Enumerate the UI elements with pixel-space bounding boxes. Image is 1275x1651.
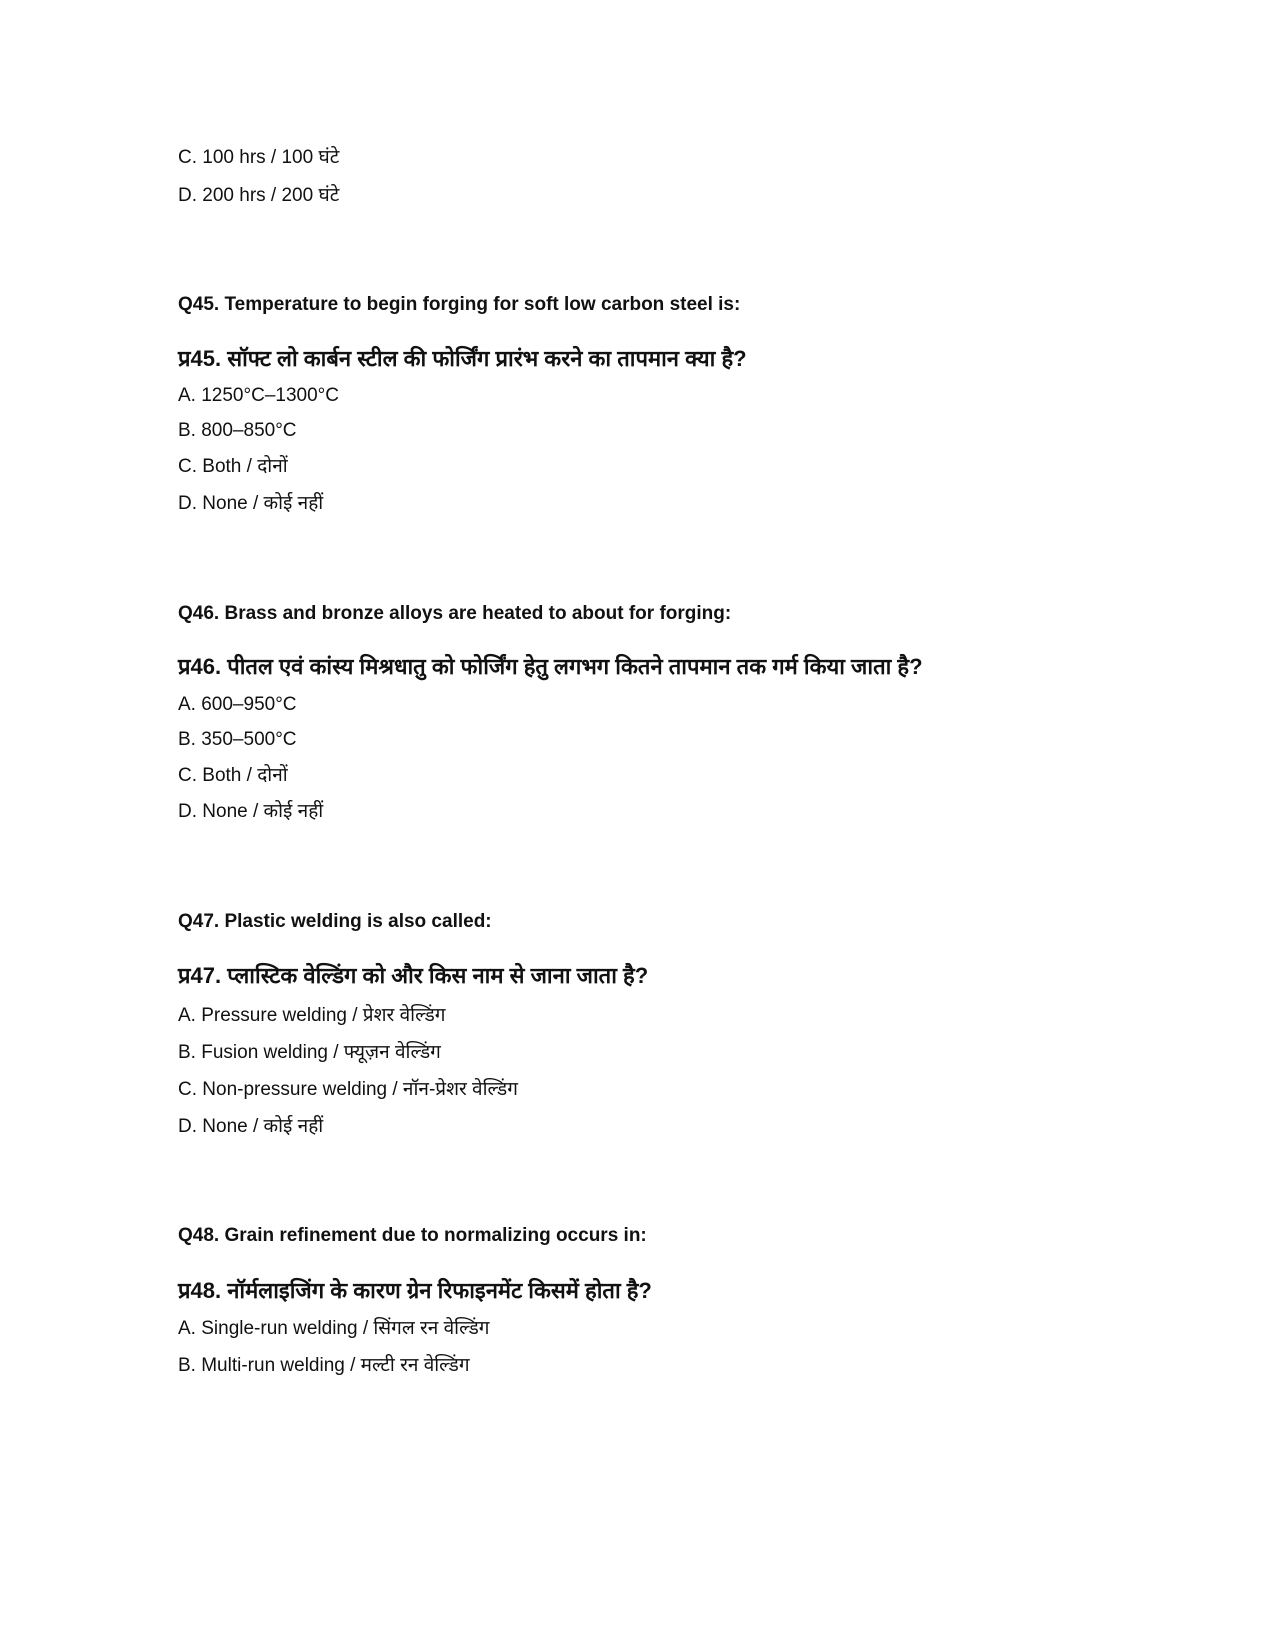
option-b: B. 800–850°C [178,420,297,441]
question-hindi: प्र48. नॉर्मलाइजिंग के कारण ग्रेन रिफाइनमेंट किसमें होता है? [178,1278,652,1303]
option-c: C. 100 hrs / 100 घंटे [178,147,340,168]
option-d: D. None / कोई नहीं [178,1116,324,1137]
option-b: B. Fusion welding / फ्यूज़न वेल्डिंग [178,1042,441,1063]
option-a: A. Single-run welding / सिंगल रन वेल्डिंग [178,1318,490,1339]
option-b: B. 350–500°C [178,729,297,750]
question-english: Q48. Grain refinement due to normalizing occurs in: [178,1225,647,1246]
question-english: Q46. Brass and bronze alloys are heated to about for forging: [178,603,732,624]
option-d: D. None / कोई नहीं [178,493,324,514]
question-english: Q45. Temperature to begin forging for soft low carbon steel is: [178,294,741,315]
option-d: D. None / कोई नहीं [178,801,324,822]
option-d: D. 200 hrs / 200 घंटे [178,185,340,206]
option-c: C. Both / दोनों [178,765,288,786]
option-a: A. Pressure welding / प्रेशर वेल्डिंग [178,1005,446,1026]
option-c: C. Both / दोनों [178,456,288,477]
option-b: B. Multi-run welding / मल्टी रन वेल्डिंग [178,1355,470,1376]
option-a: A. 600–950°C [178,694,297,715]
question-english: Q47. Plastic welding is also called: [178,911,492,932]
question-hindi: प्र46. पीतल एवं कांस्य मिश्रधातु को फोर्जिंग हेतु लगभग कितने तापमान तक गर्म किया जाता है? [178,654,923,679]
option-a: A. 1250°C–1300°C [178,385,339,406]
question-hindi: प्र47. प्लास्टिक वेल्डिंग को और किस नाम से जाना जाता है? [178,963,649,988]
option-c: C. Non-pressure welding / नॉन-प्रेशर वेल्डिंग [178,1079,518,1100]
question-hindi: प्र45. सॉफ्ट लो कार्बन स्टील की फोर्जिंग प्रारंभ करने का तापमान क्या है? [178,346,747,371]
